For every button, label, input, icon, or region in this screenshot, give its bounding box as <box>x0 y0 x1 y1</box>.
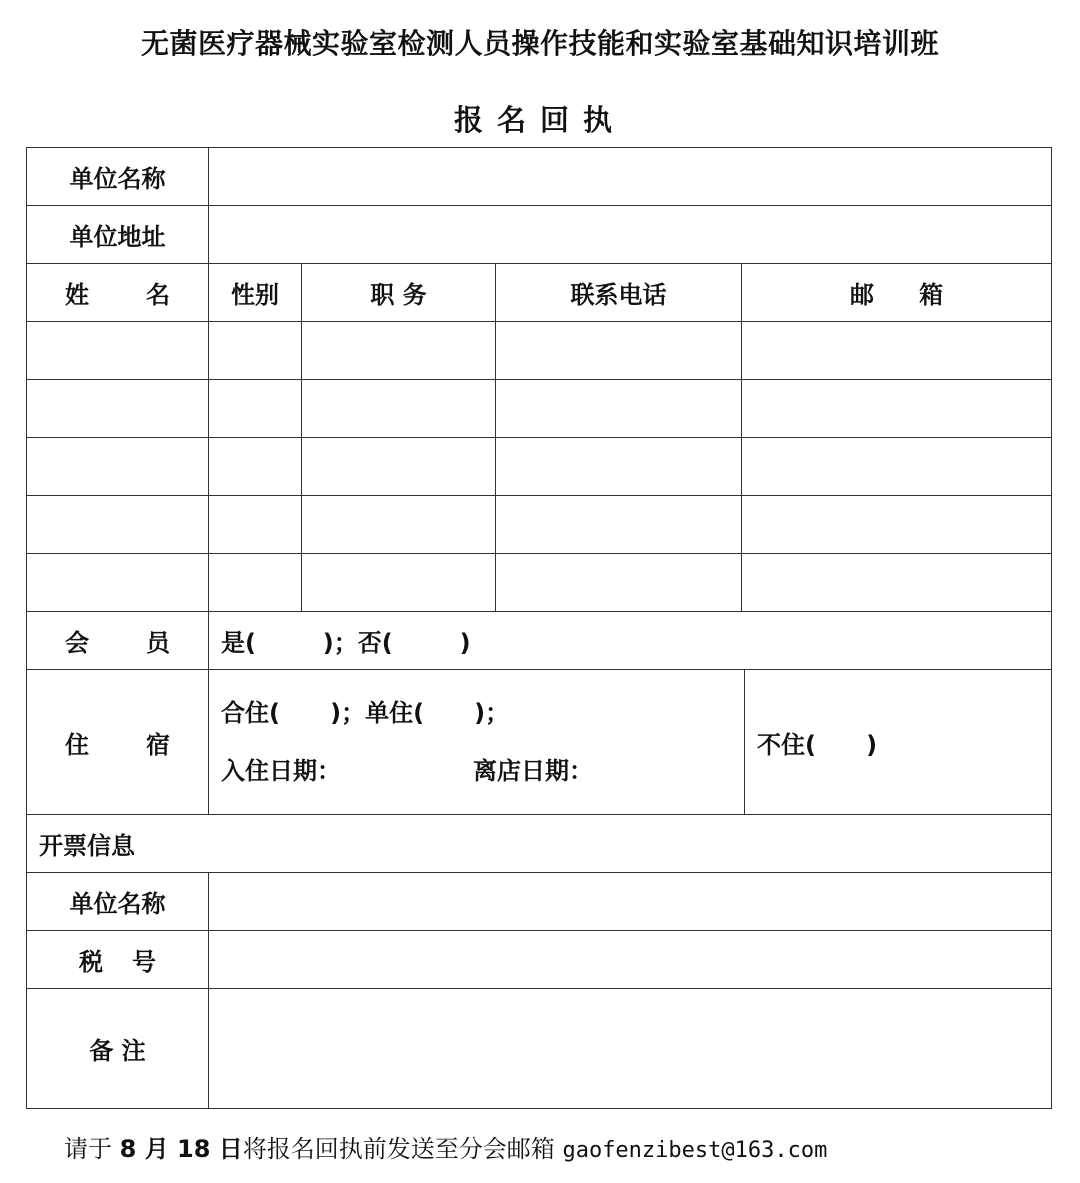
lodging-label-char-1: 住 <box>65 730 89 759</box>
attendee-phone-cell[interactable] <box>496 496 742 554</box>
lodging-dates <box>209 742 744 800</box>
invoice-company-label: 单位名称 <box>27 873 209 931</box>
tax-label-char-2: 号 <box>132 948 156 976</box>
attendee-name-cell[interactable] <box>27 322 209 380</box>
company-address-field[interactable] <box>209 206 1052 264</box>
attendee-name-cell[interactable] <box>27 554 209 612</box>
attendee-email-cell[interactable] <box>742 438 1052 496</box>
attendee-row <box>27 554 1052 612</box>
attendee-name-cell[interactable] <box>27 438 209 496</box>
attendee-gender-cell[interactable] <box>209 554 302 612</box>
lodging-label-char-2: 宿 <box>146 730 170 759</box>
phone-header: 联系电话 <box>496 264 742 322</box>
attendee-gender-cell[interactable] <box>209 380 302 438</box>
footer-middle: 将报名回执前发送至分会邮箱 <box>242 1135 563 1163</box>
no-lodging-option[interactable]: 不住( ) <box>745 670 1052 815</box>
email-header-char-1: 邮 <box>850 281 874 309</box>
attendee-phone-cell[interactable] <box>496 438 742 496</box>
attendee-email-cell[interactable] <box>742 322 1052 380</box>
remarks-label: 备 注 <box>27 989 209 1109</box>
attendee-name-cell[interactable] <box>27 380 209 438</box>
attendee-gender-cell[interactable] <box>209 438 302 496</box>
tax-number-field[interactable] <box>209 931 1052 989</box>
email-header <box>742 264 1052 322</box>
attendee-email-cell[interactable] <box>742 554 1052 612</box>
position-header: 职 务 <box>302 264 496 322</box>
attendee-gender-cell[interactable] <box>209 322 302 380</box>
form-title: 无菌医疗器械实验室检测人员操作技能和实验室基础知识培训班 <box>140 27 939 60</box>
attendee-position-cell[interactable] <box>302 322 496 380</box>
name-header-char-2: 名 <box>146 281 170 309</box>
attendee-position-cell[interactable] <box>302 380 496 438</box>
company-name-label: 单位名称 <box>27 148 209 206</box>
attendee-row <box>27 322 1052 380</box>
footer-email-link[interactable]: gaofenzibest@163.com <box>562 1138 828 1163</box>
company-name-row <box>27 148 1052 206</box>
attendee-row <box>27 438 1052 496</box>
member-label <box>27 612 209 670</box>
attendee-header-row <box>27 264 1052 322</box>
invoice-company-row <box>27 873 1052 931</box>
checkout-date-label: 离店日期： <box>473 757 593 785</box>
remarks-row <box>27 989 1052 1109</box>
footer-prefix: 请于 <box>64 1135 120 1163</box>
attendee-row <box>27 496 1052 554</box>
lodging-row <box>27 670 1052 815</box>
attendee-name-cell[interactable] <box>27 496 209 554</box>
tax-number-row <box>27 931 1052 989</box>
form-subtitle: 报名回执 <box>453 103 626 137</box>
invoice-info-heading: 开票信息 <box>27 815 1052 873</box>
member-row <box>27 612 1052 670</box>
name-header <box>27 264 209 322</box>
member-options[interactable]: 是( )；否( ) <box>209 612 1052 670</box>
attendee-position-cell[interactable] <box>302 438 496 496</box>
email-header-char-2: 箱 <box>919 281 944 309</box>
attendee-phone-cell[interactable] <box>496 322 742 380</box>
tax-label-char-1: 税 <box>79 948 103 976</box>
checkin-date-label: 入住日期： <box>221 757 341 785</box>
attendee-position-cell[interactable] <box>302 554 496 612</box>
registration-form-table <box>26 147 1052 1109</box>
attendee-phone-cell[interactable] <box>496 380 742 438</box>
member-label-char-2: 员 <box>146 629 170 657</box>
company-address-row <box>27 206 1052 264</box>
member-label-char-1: 会 <box>65 629 89 657</box>
company-name-field[interactable] <box>209 148 1052 206</box>
lodging-options-cell[interactable] <box>209 670 745 815</box>
attendee-email-cell[interactable] <box>742 496 1052 554</box>
gender-header: 性别 <box>209 264 302 322</box>
attendee-gender-cell[interactable] <box>209 496 302 554</box>
invoice-company-field[interactable] <box>209 873 1052 931</box>
lodging-label <box>27 670 209 815</box>
name-header-char-1: 姓 <box>65 281 89 309</box>
invoice-info-row <box>27 815 1052 873</box>
footer-deadline: 8 月 18 日 <box>119 1135 243 1163</box>
attendee-phone-cell[interactable] <box>496 554 742 612</box>
tax-number-label <box>27 931 209 989</box>
remarks-field[interactable] <box>209 989 1052 1109</box>
footer-note <box>64 1129 827 1164</box>
attendee-email-cell[interactable] <box>742 380 1052 438</box>
company-address-label: 单位地址 <box>27 206 209 264</box>
lodging-options[interactable]: 合住( )；单住( )； <box>221 699 510 727</box>
attendee-position-cell[interactable] <box>302 496 496 554</box>
attendee-row <box>27 380 1052 438</box>
